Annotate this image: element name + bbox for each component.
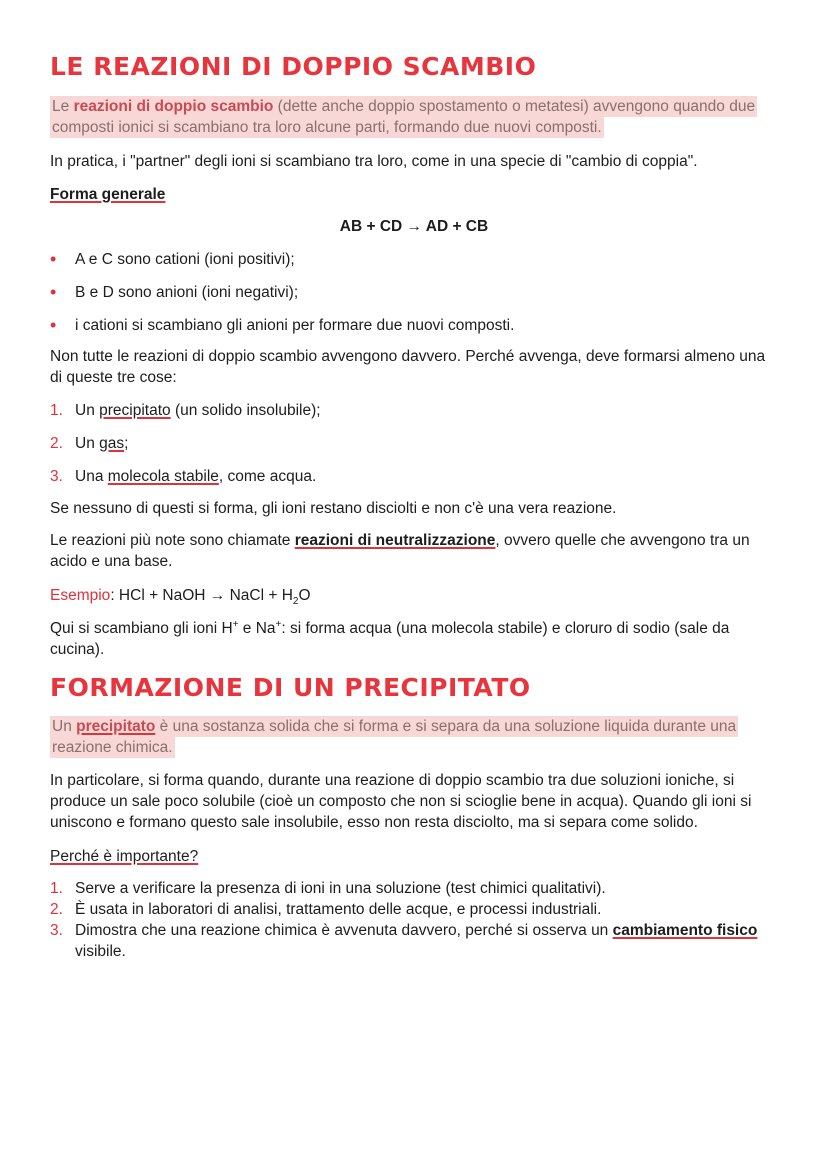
- highlight-block: Le reazioni di doppio scambio (dette anche doppio spostamento o metatesi) avvengono quando due composti ionici si scambiano tra loro alcune parti, formando due nuovi composti.: [52, 98, 756, 136]
- bullet-list: [50, 249, 778, 336]
- list-item: 1. Serve a verificare la presenza di ioni in una soluzione (test chimici qualitativi).: [50, 880, 606, 897]
- section-title-double-exchange: LE REAZIONI DI DOPPIO SCAMBIO: [50, 52, 537, 81]
- list-item: 3. Dimostra che una reazione chimica è avvenuta davvero, perché si osserva un cambiamento fisico visibile.: [50, 922, 758, 960]
- list-item: 3. Una molecola stabile, come acqua.: [50, 468, 317, 485]
- list-item: • i cationi si scambiano gli anioni per formare due nuovi composti.: [50, 315, 515, 335]
- general-equation: AB + CD → AD + CB: [339, 218, 489, 235]
- list-item: 2. È usata in laboratori di analisi, trattamento delle acque, e processi industriali.: [50, 901, 602, 918]
- list-item: • A e C sono cationi (ioni positivi);: [50, 249, 295, 269]
- term-neutralization: reazioni di neutralizzazione: [294, 532, 496, 549]
- why-important-label: Perché è importante?: [50, 848, 199, 865]
- term-physical-change: cambiamento fisico: [612, 922, 758, 939]
- no-reaction-paragraph: Se nessuno di questi si forma, gli ioni restano disciolti e non c'è una vera reazione.: [50, 500, 617, 517]
- term-gas: gas: [99, 435, 125, 452]
- explanation-paragraph: Qui si scambiano gli ioni H+ e Na+: si forma acqua (una molecola stabile) e cloruro di sodio (sale da cucina).: [50, 618, 730, 658]
- intro-highlighted-paragraph: [50, 96, 778, 138]
- reasons-list: [50, 878, 778, 962]
- precipitate-highlighted-paragraph: [50, 716, 778, 758]
- neutralization-paragraph: Le reazioni più note sono chiamate reazioni di neutralizzazione, ovvero quelle che avvengono tra un acido e una base.: [50, 532, 750, 570]
- bullet-dot-icon: •: [50, 282, 57, 302]
- bullet-dot-icon: •: [50, 315, 57, 335]
- list-item: • B e D sono anioni (ioni negativi);: [50, 282, 299, 302]
- example-label: Esempio: [50, 587, 111, 604]
- list-item: 2. Un gas;: [50, 435, 129, 452]
- term-precipitate-def: precipitato: [76, 718, 156, 735]
- bullet-dot-icon: •: [50, 249, 57, 269]
- term-precipitate: precipitato: [99, 402, 171, 419]
- practice-paragraph: In pratica, i "partner" degli ioni si scambiano tra loro, come in una specie di "cambio di coppia".: [50, 153, 698, 170]
- general-form-label: Forma generale: [50, 186, 166, 203]
- term-double-exchange: reazioni di doppio scambio: [73, 98, 274, 115]
- example-line: Esempio: HCl + NaOH → NaCl + $H_2O$: [50, 587, 311, 608]
- condition-intro-paragraph: Non tutte le reazioni di doppio scambio avvengono davvero. Perché avvenga, deve formarsi almeno una di queste tre cose:: [50, 348, 766, 386]
- section-title-precipitate: FORMAZIONE DI UN PRECIPITATO: [50, 673, 531, 702]
- list-item: 1. Un precipitato (un solido insolubile);: [50, 402, 321, 419]
- condition-list: [50, 400, 778, 487]
- term-stable-molecule: molecola stabile: [107, 468, 219, 485]
- highlight-block: Un precipitato è una sostanza solida che si forma e si separa da una soluzione liquida durante una reazione chimica.: [52, 718, 737, 756]
- precipitate-detail-paragraph: In particolare, si forma quando, durante una reazione di doppio scambio tra due soluzioni ioniche, si produce un sale poco solubile (cioè un composto che non si scioglie bene in acqua). Quando gli ioni si uniscono e formano questo sale insolubile, esso non resta disciolto, ma si separa come solido.: [50, 772, 752, 831]
